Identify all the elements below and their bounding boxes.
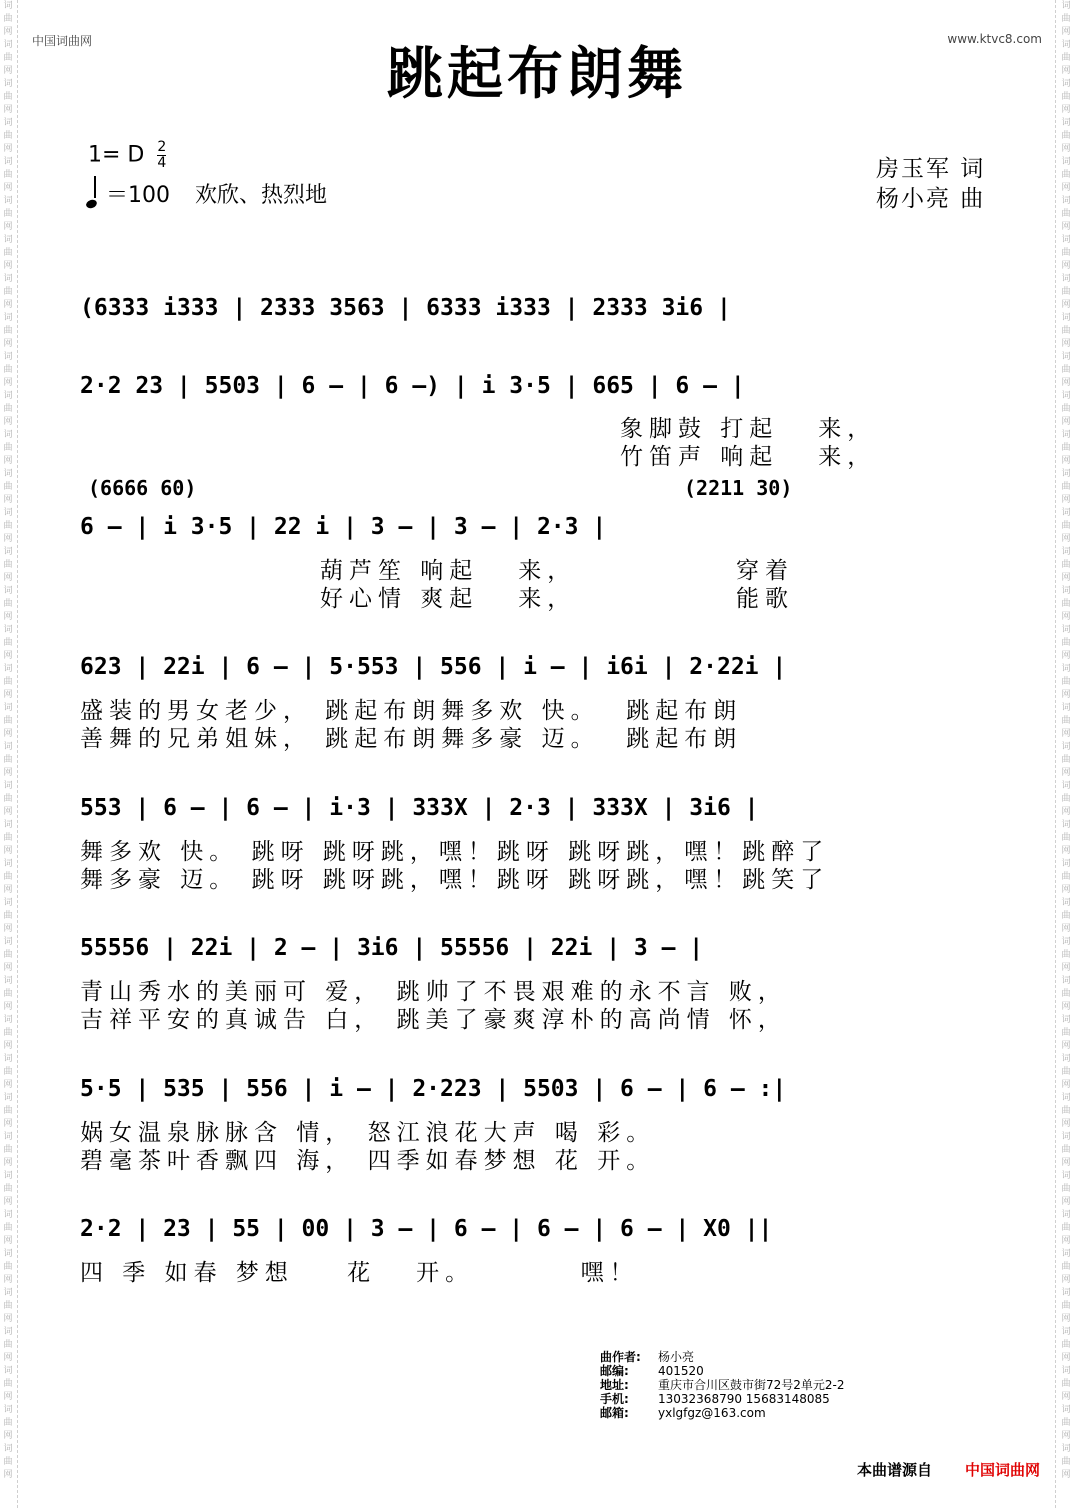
lyrics-row-6-verse-2: 吉祥平安的真诚告 白， 跳美了豪爽淳朴的高尚情 怀， — [80, 1007, 787, 1033]
score-row-1: (6333 i333 | 2333 3563 | 6333 i333 | 2333 3i6 | — [80, 295, 731, 321]
lyrics-row-4-verse-1: 盛装的男女老少， 跳起布朗舞多欢 快。 跳起布朗 — [80, 698, 743, 724]
tempo-marking — [86, 178, 327, 209]
lyrics-row-4-verse-2: 善舞的兄弟姐妹， 跳起布朗舞多豪 迈。 跳起布朗 — [80, 726, 743, 752]
mood-text: 欢欣、热烈地 — [195, 183, 328, 208]
lyrics-row-7-verse-1: 娲女温泉脉脉含 情， 怒江浪花大声 喝 彩。 — [80, 1120, 656, 1146]
left-border — [17, 0, 18, 1508]
left-watermark: 词曲网词曲网词曲网词曲网词曲网词曲网词曲网词曲网词曲网词曲网词曲网词曲网词曲网词曲网词曲网词曲网词曲网词曲网词曲网词曲网词曲网词曲网词曲网词曲网词曲网词曲网词曲网词曲网词曲网词曲网词曲网词曲网词曲网词曲网词曲网词曲网词曲网词曲网 — [3, 1, 13, 1480]
post-label: 邮编: — [600, 1364, 629, 1378]
composer-credit: 杨小亮 曲 — [876, 186, 986, 212]
source-label: 本曲谱源自 — [856, 1461, 932, 1479]
score-row-3: 6 – | i 3·5 | 22 i | 3 – | 3 – | 2·3 | — [80, 514, 607, 540]
composer-label: 曲作者: — [600, 1350, 641, 1364]
score-row-6: 55556 | 22i | 2 – | 3i6 | 55556 | 22i | 3 – | — [80, 935, 704, 961]
right-border — [1055, 0, 1056, 1508]
score-row-2: 2·2 23 | 5503 | 6 – | 6 –) | i 3·5 | 665 | 6 – | — [80, 373, 745, 399]
source-site-link[interactable]: 中国词曲网 — [964, 1461, 1040, 1479]
lyrics-row-2-verse-1: 象脚鼓 打起 来， — [620, 416, 877, 442]
key-label: 1= D — [88, 142, 145, 168]
time-denominator: 4 — [157, 155, 167, 171]
lyrics-row-5-verse-1: 舞多欢 快。 跳呀 跳呀跳，嘿！跳呀 跳呀跳，嘿！跳醉了 — [80, 839, 830, 865]
post-value: 401520 — [658, 1364, 704, 1378]
score-row-5: 553 | 6 – | 6 – | i·3 | 333X | 2·3 | 333X | 3i6 | — [80, 795, 759, 821]
lyrics-row-3-verse-2: 好心情 爽起 来， 能歌 — [320, 586, 794, 612]
lyrics-row-7-verse-2: 碧毫茶叶香飘四 海， 四季如春梦想 花 开。 — [80, 1148, 656, 1174]
email-value: yxlgfgz@163.com — [658, 1406, 766, 1420]
lyrics-row-6-verse-1: 青山秀水的美丽可 爱， 跳帅了不畏艰难的永不言 败， — [80, 979, 787, 1005]
time-numerator: 2 — [157, 139, 167, 155]
site-left-label: 中国词曲网 — [32, 34, 93, 48]
tempo-value: ＝100 — [106, 183, 170, 208]
phone-value: 13032368790 15683148085 — [658, 1392, 830, 1406]
right-watermark: 词曲网词曲网词曲网词曲网词曲网词曲网词曲网词曲网词曲网词曲网词曲网词曲网词曲网词曲网词曲网词曲网词曲网词曲网词曲网词曲网词曲网词曲网词曲网词曲网词曲网词曲网词曲网词曲网词曲网词曲网词曲网词曲网词曲网词曲网词曲网词曲网词曲网词曲网 — [1061, 1, 1071, 1480]
lyrics-row-8: 四 季 如春 梦想 花 开。 嘿！ — [80, 1260, 639, 1286]
score-row-8: 2·2 | 23 | 55 | 00 | 3 – | 6 – | 6 – | 6 – | X0 || — [80, 1216, 773, 1242]
address-label: 地址: — [600, 1378, 629, 1392]
lyrics-row-3-verse-1: 葫芦笙 响起 来， 穿着 — [320, 558, 794, 584]
site-right-url: www.ktvc8.com — [947, 32, 1042, 46]
score-row-3-upper-a: (6666 60) — [88, 476, 197, 500]
address-value: 重庆市合川区鼓市街72号2单元2-2 — [658, 1378, 845, 1392]
song-title: 跳起布朗舞 — [387, 42, 687, 107]
composer-info — [600, 1350, 845, 1420]
key-signature — [88, 140, 166, 171]
lyrics-row-5-verse-2: 舞多豪 迈。 跳呀 跳呀跳，嘿！跳呀 跳呀跳，嘿！跳笑了 — [80, 867, 830, 893]
lyrics-row-2-verse-2: 竹笛声 响起 来， — [620, 444, 877, 470]
composer-value: 杨小亮 — [658, 1350, 695, 1364]
phone-label: 手机: — [600, 1392, 629, 1406]
time-signature — [157, 140, 166, 171]
score-row-4: 623 | 22i | 6 – | 5·553 | 556 | i – | i6i | 2·22i | — [80, 654, 787, 680]
lyricist-credit: 房玉军 词 — [876, 156, 986, 182]
quarter-note-icon — [85, 198, 98, 209]
email-label: 邮箱: — [600, 1406, 629, 1420]
score-row-3-upper-b: (2211 30) — [684, 476, 793, 500]
score-row-7: 5·5 | 535 | 556 | i – | 2·223 | 5503 | 6 – | 6 – :| — [80, 1076, 787, 1102]
